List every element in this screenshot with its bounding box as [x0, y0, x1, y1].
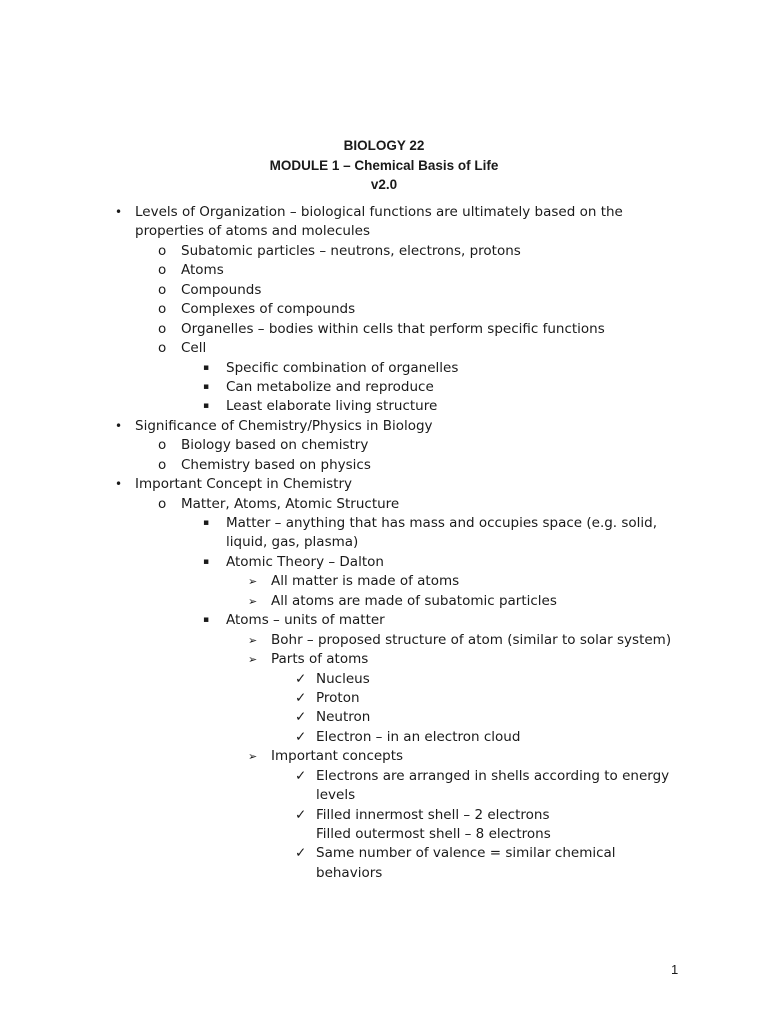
outline-line — [0, 242, 768, 261]
outline-line — [0, 689, 768, 708]
outline-line — [0, 786, 768, 805]
version-label: v2.0 — [370, 177, 398, 192]
arrow-bullet-icon: ➢ — [248, 575, 258, 589]
outline-text: Atoms — [181, 262, 224, 279]
outline-text: Significance of Chemistry/Physics in Biology — [135, 417, 433, 434]
check-bullet-icon: ✓ — [295, 728, 307, 745]
outline-text: Organelles – bodies within cells that perform specific functions — [181, 320, 605, 337]
outline-text: properties of atoms and molecules — [135, 223, 371, 240]
outline-line — [0, 806, 768, 825]
course-title: BIOLOGY 22 — [343, 138, 425, 153]
outline-line — [0, 611, 768, 630]
outline-text: All matter is made of atoms — [271, 573, 460, 590]
document-header — [0, 136, 768, 195]
bullet-icon: • — [115, 477, 123, 492]
page-number: 1 — [671, 962, 679, 977]
square-bullet-icon: ▪ — [203, 362, 210, 373]
outline-text: Specific combination of organelles — [226, 359, 459, 376]
square-bullet-icon: ▪ — [203, 615, 210, 626]
square-bullet-icon: ▪ — [203, 556, 210, 567]
square-bullet-icon: ▪ — [203, 401, 210, 412]
outline-text: Proton — [316, 689, 360, 706]
outline-text: behaviors — [316, 864, 383, 881]
circle-bullet-icon: o — [158, 262, 167, 279]
outline-line — [0, 728, 768, 747]
outline-text: Electrons are arranged in shells according to energy — [316, 767, 670, 784]
outline-line — [0, 844, 768, 863]
outline-line — [0, 475, 768, 494]
outline-text: Filled innermost shell – 2 electrons — [316, 806, 550, 823]
outline-line — [0, 767, 768, 786]
arrow-bullet-icon: ➢ — [248, 633, 258, 647]
outline-text: Electron – in an electron cloud — [316, 728, 521, 745]
circle-bullet-icon: o — [158, 495, 167, 512]
circle-bullet-icon: o — [158, 320, 167, 337]
outline-line — [0, 864, 768, 883]
check-bullet-icon: ✓ — [295, 709, 307, 726]
outline-line — [0, 592, 768, 611]
outline-text: Chemistry based on physics — [181, 456, 371, 473]
outline-text: levels — [316, 787, 356, 804]
outline-text: Bohr – proposed structure of atom (similar to solar system) — [271, 631, 672, 648]
outline-line — [0, 670, 768, 689]
outline-text: Important Concept in Chemistry — [135, 476, 352, 493]
arrow-bullet-icon: ➢ — [248, 653, 258, 667]
arrow-bullet-icon: ➢ — [248, 750, 258, 764]
outline-text: Filled outermost shell – 8 electrons — [316, 826, 551, 842]
outline-body — [0, 203, 768, 883]
circle-bullet-icon: o — [158, 340, 167, 357]
module-title: MODULE 1 – Chemical Basis of Life — [269, 157, 499, 173]
outline-text: All atoms are made of subatomic particles — [271, 592, 557, 609]
circle-bullet-icon: o — [158, 281, 167, 298]
check-bullet-icon: ✓ — [295, 767, 307, 784]
outline-text: Parts of atoms — [271, 651, 369, 668]
outline-line — [0, 708, 768, 727]
outline-text: Matter, Atoms, Atomic Structure — [181, 495, 400, 512]
outline-line — [0, 281, 768, 300]
outline-line — [0, 222, 768, 241]
check-bullet-icon: ✓ — [295, 845, 307, 862]
outline-line — [0, 825, 768, 844]
arrow-bullet-icon: ➢ — [248, 594, 258, 608]
circle-bullet-icon: o — [158, 301, 167, 318]
outline-text: Same number of valence = similar chemical — [316, 845, 616, 862]
outline-text: Cell — [181, 340, 207, 357]
outline-text: Complexes of compounds — [181, 301, 356, 318]
outline-text: Least elaborate living structure — [226, 398, 438, 415]
outline-text: Important concepts — [271, 748, 404, 765]
outline-text: Atoms – units of matter — [226, 612, 385, 629]
outline-text: Neutron — [316, 709, 371, 726]
bullet-icon: • — [115, 418, 123, 433]
check-bullet-icon: ✓ — [295, 689, 307, 706]
outline-line — [0, 203, 768, 222]
outline-text: Can metabolize and reproduce — [226, 378, 434, 395]
outline-line — [0, 514, 768, 533]
outline-text: Nucleus — [316, 670, 370, 687]
outline-text: Levels of Organization – biological functions are ultimately based on the — [135, 204, 623, 220]
outline-line — [0, 417, 768, 436]
check-bullet-icon: ✓ — [295, 670, 307, 687]
square-bullet-icon: ▪ — [203, 518, 210, 528]
outline-line — [0, 553, 768, 572]
outline-line — [0, 397, 768, 416]
outline-line — [0, 495, 768, 514]
outline-line — [0, 533, 768, 552]
outline-text: Compounds — [181, 281, 262, 298]
circle-bullet-icon: o — [158, 456, 167, 473]
outline-line — [0, 320, 768, 339]
bullet-icon: • — [115, 205, 123, 219]
outline-line — [0, 339, 768, 358]
outline-text: Biology based on chemistry — [181, 437, 369, 454]
outline-line — [0, 631, 768, 650]
outline-line — [0, 378, 768, 397]
outline-text: Atomic Theory – Dalton — [226, 553, 384, 570]
circle-bullet-icon: o — [158, 242, 167, 259]
outline-line — [0, 436, 768, 455]
check-bullet-icon: ✓ — [295, 806, 307, 823]
outline-line — [0, 572, 768, 591]
outline-line — [0, 747, 768, 766]
outline-line — [0, 456, 768, 475]
square-bullet-icon: ▪ — [203, 381, 210, 392]
outline-text: liquid, gas, plasma) — [226, 534, 359, 551]
circle-bullet-icon: o — [158, 437, 167, 454]
outline-text: Matter – anything that has mass and occupies space (e.g. solid, — [226, 515, 658, 531]
outline-line — [0, 300, 768, 319]
outline-text: Subatomic particles – neutrons, electrons, protons — [181, 242, 521, 259]
outline-line — [0, 261, 768, 280]
outline-line — [0, 359, 768, 378]
outline-line — [0, 650, 768, 669]
